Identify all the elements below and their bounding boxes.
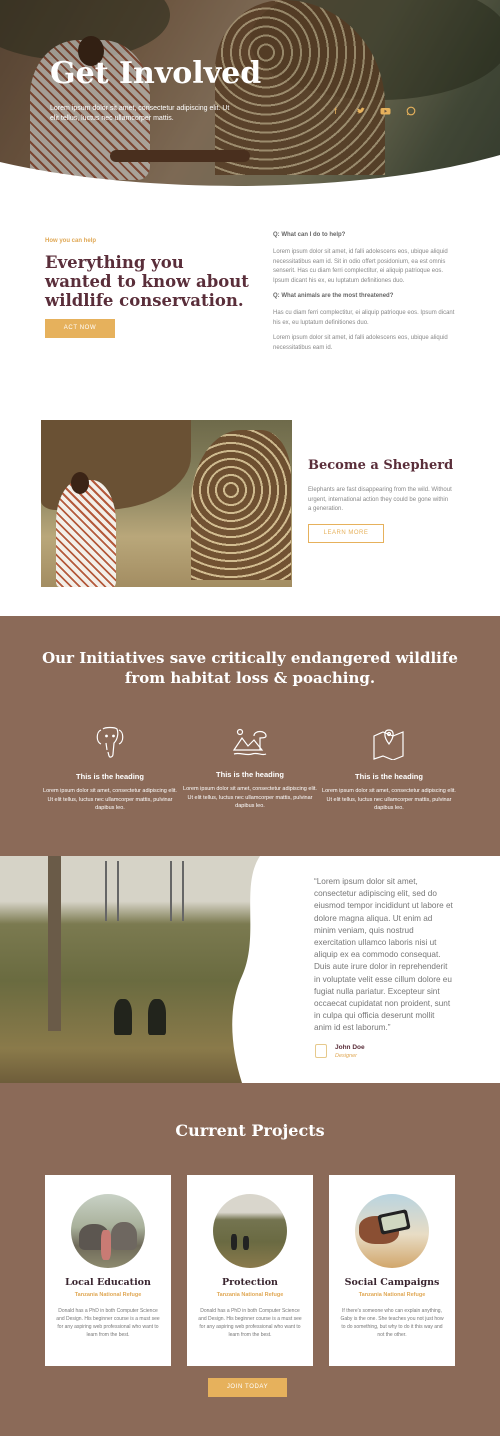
intro-eyebrow: How you can help (45, 238, 97, 244)
faq-answer: Lorem ipsum dolor sit amet, id falli adolescens eos, ubique aliquid necessitatibus eam id. Sit in odio offert posidonium, ea est omnis senserit. Has cu diam ferri complectitur, ei aliquip patrioque eos. Ipsum dicant his ex, eu luptatum definitiones duo. (273, 249, 448, 284)
project-title: Social Campaigns (344, 1277, 440, 1288)
project-image (213, 1194, 287, 1268)
author-role: Designer (335, 1053, 358, 1059)
project-title: Protection (222, 1277, 278, 1288)
wave-divider (220, 856, 280, 1083)
initiative-text: Lorem ipsum dolor sit amet, consectetur adipiscing elit. Ut elit tellus, luctus nec ullamcorper mattis, pulvinar dapibus leo. (43, 788, 177, 811)
projects-section (0, 1083, 500, 1436)
initiative-item (40, 726, 180, 813)
social-links (330, 106, 416, 117)
project-subtitle: Tanzania National Refuge (74, 1292, 142, 1298)
facebook-icon[interactable]: f (334, 106, 337, 116)
initiatives-title: Our Initiatives save critically endangered wildlife from habitat loss & poaching. (42, 649, 458, 687)
page-title: Get Involved (50, 56, 262, 91)
project-card[interactable] (187, 1175, 313, 1366)
project-image (71, 1194, 145, 1268)
map-pin-icon (371, 726, 407, 760)
project-card[interactable] (329, 1175, 455, 1366)
join-today-button[interactable]: JOIN TODAY (208, 1378, 287, 1397)
initiative-text: Lorem ipsum dolor sit amet, consectetur adipiscing elit. Ut elit tellus, luctus nec ullamcorper mattis, pulvinar dapibus leo. (322, 788, 456, 811)
initiative-item (180, 726, 320, 811)
projects-title: Current Projects (175, 1121, 325, 1140)
project-subtitle: Tanzania National Refuge (216, 1292, 284, 1298)
initiative-heading: This is the heading (76, 772, 144, 781)
twitter-icon[interactable] (355, 106, 366, 117)
initiatives-section (0, 616, 500, 856)
initiative-item (319, 726, 459, 813)
shepherd-title: Become a Shepherd (308, 458, 454, 473)
project-text: Donald has a PhD in both Computer Science and Design. His beginner course is a must see for any aspiring web professional who want to learn from the best. (198, 1308, 302, 1338)
project-image (355, 1194, 429, 1268)
hero-section (0, 0, 500, 195)
elephant-icon (95, 726, 125, 760)
initiative-text: Lorem ipsum dolor sit amet, consectetur adipiscing elit. Ut elit tellus, luctus nec ullamcorper mattis, pulvinar dapibus leo. (183, 786, 317, 809)
faq-answer: Lorem ipsum dolor sit amet, id falli adolescens eos, ubique aliquid necessitatibus eam id. (273, 335, 448, 351)
landscape-tree-icon (232, 726, 268, 758)
testimonial-quote: “Lorem ipsum dolor sit amet, consectetur adipiscing elit, sed do eiusmod tempor incididunt ut labore et dolore magna aliqua. Ut enim ad minim veniam, quis nostrud exercitation ullamco laboris nisi ut aliquip ex ea commodo consequat. Duis aute irure dolor in reprehenderit in voluptate velit esse cillum dolore eu fugiat nulla pariatur. Excepteur sint occaecat cupidatat non proident, sunt in culpa qui officia deserunt mollit anim id est laborum.” (314, 877, 453, 1033)
project-title: Local Education (65, 1277, 151, 1288)
hero-wave-divider (0, 150, 500, 195)
project-text: Donald has a PhD in both Computer Science and Design. His beginner course is a must see for any aspiring web professional who want to learn from the best. (56, 1308, 160, 1338)
whatsapp-icon[interactable] (405, 106, 416, 117)
faq-answer: Has cu diam ferri complectitur, ei aliquip patrioque eos. Ipsum dicant his ex, eu luptatum definitiones duo. (273, 310, 455, 326)
shepherd-text: Elephants are fast disappearing from the wild. Without urgent, international action they could be gone within a generation. (308, 487, 452, 512)
youtube-icon[interactable] (380, 106, 391, 117)
project-text: If there's someone who can explain anything, Gaby is the one. She teaches you not just how to do something, but why to do it this way and not the other. (340, 1308, 444, 1338)
faq-question: Q: What animals are the most threatened? (273, 293, 394, 299)
project-card[interactable] (45, 1175, 171, 1366)
author-name: John Doe (335, 1044, 365, 1051)
initiative-heading: This is the heading (355, 772, 423, 781)
project-subtitle: Tanzania National Refuge (358, 1292, 426, 1298)
initiative-heading: This is the heading (216, 770, 284, 779)
intro-heading: Everything you wanted to know about wildlife conservation. (45, 253, 249, 310)
learn-more-button[interactable]: LEARN MORE (308, 524, 384, 543)
act-now-button[interactable]: ACT NOW (45, 319, 115, 338)
hero-text: Lorem ipsum dolor sit amet, consectetur adipiscing elit. Ut elit tellus, luctus nec ullamcorper mattis. (50, 105, 230, 122)
avatar (315, 1044, 327, 1058)
shepherd-photo (41, 420, 292, 587)
faq-question: Q: What can I do to help? (273, 232, 346, 238)
